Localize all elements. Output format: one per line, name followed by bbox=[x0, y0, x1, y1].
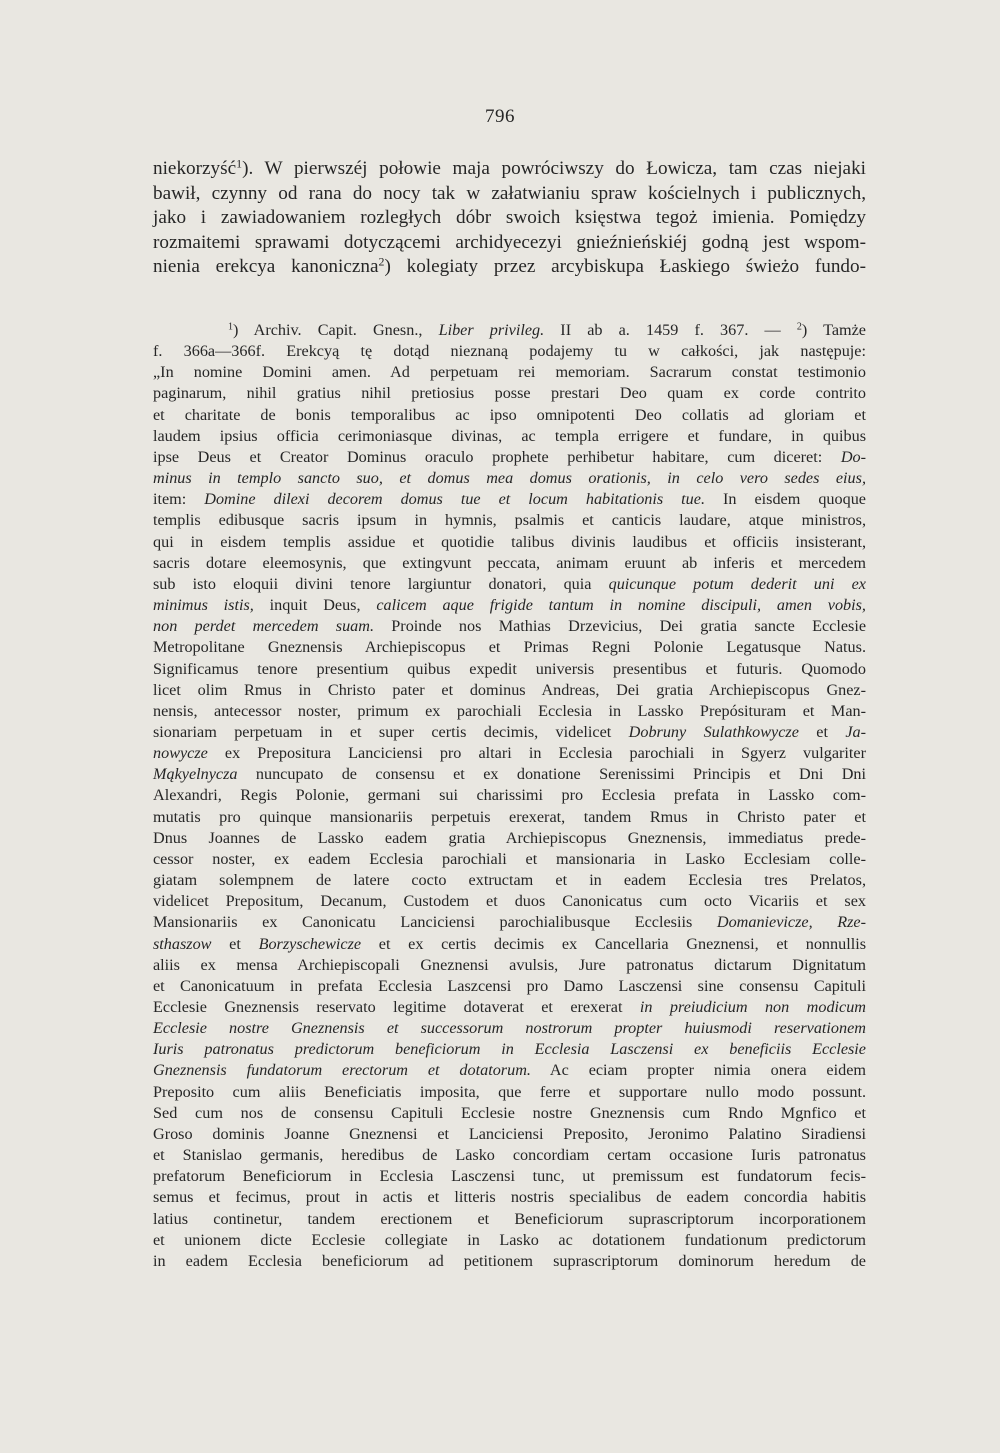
text-run: sub isto eloquii divini tenore largiuntur donatori, quia bbox=[153, 574, 609, 593]
text-run: item: bbox=[153, 490, 205, 509]
footnote-line bbox=[153, 510, 866, 531]
footnote-line bbox=[153, 1230, 866, 1251]
text-run: „In nomine Domini amen. Ad perpetuam rei memoriam. Sacrarum constat testimonio bbox=[153, 363, 866, 382]
footnote-line bbox=[153, 934, 866, 955]
italic-text: Mąkyelnycza bbox=[153, 765, 238, 784]
footnote-line bbox=[153, 1166, 866, 1187]
footnote-line bbox=[153, 489, 866, 510]
text-run: laudem ipsius officia cerimoniasque divinas, ac templa errigere et fundare, in quibus bbox=[153, 426, 866, 445]
footnote-line bbox=[153, 722, 866, 743]
footnote-line bbox=[153, 1251, 866, 1272]
italic-text: minus in templo sancto suo, et domus mea domus orationis, in celo vero sedes eius, bbox=[153, 469, 866, 488]
text-run: ) Tamże bbox=[801, 321, 866, 339]
footnote-line bbox=[153, 595, 866, 616]
text-run: bawił, czynny od rana do nocy tak w załatwianiu spraw kościelnych i publicznych, bbox=[153, 182, 866, 204]
text-run: nuncupato de consensu et ex donatione Serenissimi Principis et Dni Dni bbox=[237, 765, 866, 784]
footnote-line bbox=[153, 362, 866, 383]
text-run: ) Archiv. Capit. Gnesn., bbox=[233, 321, 439, 339]
text-run: sacris dotare eleemosynis, que extingvunt peccata, animam eruunt ab inferis et mercedem bbox=[153, 553, 866, 572]
text-run: nensis, antecessor noster, primum ex parochiali Ecclesia in Lassko Prepósituram et Man- bbox=[153, 701, 866, 720]
footnote-line bbox=[153, 659, 866, 680]
text-run: et Stanislao germanis, heredibus de Lasko concordiam certam occasione Iuris patronatus bbox=[153, 1146, 866, 1165]
text-run: inquit Deus, bbox=[253, 596, 377, 615]
footnote-line bbox=[153, 701, 866, 722]
footnote-line bbox=[153, 1082, 866, 1103]
italic-text: Domanievicze, Rze- bbox=[716, 913, 866, 932]
footnote-line bbox=[153, 405, 866, 426]
footnote-line bbox=[153, 1103, 866, 1124]
text-run: Dnus Joannes de Lassko eadem gratia Archiepiscopus Gneznensis, immediatus prede- bbox=[153, 828, 866, 847]
footnote-marker: 1 bbox=[228, 321, 234, 333]
italic-text: Iuris patronatus predictorum beneficiorum in Ecclesia Lasczensi ex beneficiis Ecclesie bbox=[153, 1040, 866, 1059]
text-line bbox=[153, 157, 866, 182]
italic-text: nowycze bbox=[153, 744, 208, 763]
text-run: Groso dominis Joanne Gneznensi et Lanciciensi Preposito, Jeronimo Palatino Siradiensi bbox=[153, 1124, 866, 1143]
text-run: sionariam perpetuam in et super certis decimis, videlicet bbox=[153, 722, 629, 741]
text-run: et ex certis decimis ex Cancellaria Gneznensi, et nonnullis bbox=[361, 934, 866, 953]
text-run: aliis ex mensa Archiepiscopali Gneznensi avulsis, Jure patronatus dictarum Dignitatum bbox=[153, 955, 866, 974]
footnote-line bbox=[153, 976, 866, 997]
text-run: ex Prepositura Lanciciensi pro altari in Ecclesia parochiali in Sgyerz vulgariter bbox=[207, 744, 866, 763]
text-run: f. 366a—366f. Erekcyą tę dotąd nieznaną podajemy tu w całkości, jak następuje: bbox=[153, 342, 866, 361]
text-run: prefatorum Beneficiorum in Ecclesia Lasczensi tunc, ut premissum est fundatorum fecis- bbox=[153, 1167, 866, 1186]
footnote-line bbox=[153, 1039, 866, 1060]
italic-text: calicem aque frigide tantum in nomine discipuli, amen vobis, bbox=[376, 596, 866, 615]
text-run: in eadem Ecclesia beneficiorum ad petitionem suprascriptorum dominorum heredum de bbox=[153, 1251, 866, 1270]
footnote-line bbox=[153, 616, 866, 637]
text-run: jako i zawiadowaniem rozległych dóbr swoich księstwa tegoż imienia. Pomiędzy bbox=[153, 207, 866, 229]
footnote-line bbox=[153, 1187, 866, 1208]
text-run: licet olim Rmus in Christo pater et dominus Andreas, Dei gratia Archiepiscopus Gnez- bbox=[153, 680, 866, 699]
footnote-line bbox=[153, 637, 866, 658]
footnote-line bbox=[153, 553, 866, 574]
text-run: Ecclesie Gneznensis reservato legitime dotaverat et erexerat bbox=[153, 998, 640, 1016]
text-run: templis edibusque sacris ipsum in hymnis, psalmis et canticis laudare, atque ministros, bbox=[153, 511, 866, 530]
footnote-line bbox=[153, 849, 866, 870]
text-run: rozmaitemi sprawami dotyczącemi archidyecezyi gnieźnieńskiéj godną jest wspom- bbox=[153, 231, 866, 253]
footnote-line bbox=[153, 828, 866, 849]
text-run: cessor noster, ex eadem Ecclesia parochiali et mansionaria in Lasko Ecclesiam colle- bbox=[153, 849, 866, 868]
text-run: semus et fecimus, prout in actis et litteris nostris specialibus de eadem concordia habitis bbox=[153, 1188, 866, 1207]
text-run: Sed cum nos de consensu Capituli Ecclesie nostre Gneznensis cum Rndo Mgnfico et bbox=[153, 1103, 866, 1122]
text-run: latius continetur, tandem erectionem et Beneficiorum suprascriptorum incorporationem bbox=[153, 1209, 866, 1228]
text-run: ) kolegiaty przez arcybiskupa Łaskiego świeżo fundo- bbox=[384, 256, 867, 278]
footnote-line bbox=[153, 341, 866, 362]
italic-text: quicunque potum dederit uni ex bbox=[608, 574, 866, 593]
footnotes bbox=[153, 320, 866, 1272]
text-run: videlicet Prepositum, Decanum, Custodem et duos Canonicatus cum octo Vicariis et sex bbox=[153, 892, 866, 911]
text-run: giatam solempnem de latere cocto extructam et in eadem Ecclesia tres Prelatos, bbox=[153, 871, 866, 890]
footnote-line bbox=[153, 891, 866, 912]
text-run: In eisdem quoque bbox=[705, 490, 866, 509]
italic-text: minimus istis, bbox=[153, 596, 254, 615]
text-run: et Canonicatuum in prefata Ecclesia Laszcensi pro Damo Lasczensi sine consensu Capituli bbox=[153, 976, 866, 995]
text-run: Ac eciam propter nimia onera eidem bbox=[530, 1061, 866, 1080]
text-run: Proinde nos Mathias Drzevicius, Dei gratia sancte Ecclesie bbox=[374, 617, 867, 636]
footnote-line bbox=[153, 320, 866, 341]
footnote-marker: 2 bbox=[378, 254, 385, 269]
footnote-line bbox=[153, 1145, 866, 1166]
italic-text: non perdet mercedem suam. bbox=[153, 617, 375, 636]
text-line bbox=[153, 255, 866, 280]
text-run: paginarum, nihil gratius nihil pretiosius posse prestari Deo quam ex corde contrito bbox=[153, 384, 866, 403]
footnote-line bbox=[153, 764, 866, 785]
italic-text: sthaszow bbox=[153, 934, 212, 953]
footnote-line bbox=[153, 468, 866, 489]
text-run: Mansionariis ex Canonicatu Lanciciensi parochialibusque Ecclesiis bbox=[153, 913, 717, 932]
footnote-line bbox=[153, 426, 866, 447]
italic-text: Ecclesie nostre Gneznensis et successorum nostrorum propter huiusmodi reservationem bbox=[153, 1019, 866, 1038]
footnote-line bbox=[153, 743, 866, 764]
footnote-line bbox=[153, 1018, 866, 1039]
text-line bbox=[153, 231, 866, 256]
italic-text: Gneznensis fundatorum erectorum et dotatorum. bbox=[153, 1061, 531, 1080]
footnote-line bbox=[153, 383, 866, 404]
text-run: et charitate de bonis temporalibus ac ipso omnipotenti Deo collatis ad gloriam et bbox=[153, 405, 866, 424]
footnote-line bbox=[153, 447, 866, 468]
text-run: Metropolitane Gneznensis Archiepiscopus et Primas Regni Polonie Legatusque Natus. bbox=[153, 638, 866, 657]
text-run: II ab a. 1459 f. 367. — bbox=[544, 321, 797, 339]
footnote-line bbox=[153, 912, 866, 933]
text-run: Significamus tenore presentium quibus expedit universis presentibus et futuris. Quomodo bbox=[153, 659, 866, 678]
text-run: et unionem dicte Ecclesie collegiate in Lasko ac dotationem fundationum predictorum bbox=[153, 1230, 866, 1249]
italic-text: in preiudicium non modicum bbox=[639, 998, 866, 1016]
footnote-line bbox=[153, 574, 866, 595]
text-run: mutatis pro quinque mansionariis perpetuis erexerat, tandem Rmus in Christo pater et bbox=[153, 807, 866, 826]
footnote-marker: 2 bbox=[796, 321, 802, 333]
text-run: Alexandri, Regis Polonie, germani sui charissimi pro Ecclesia prefata in Lassko com- bbox=[153, 786, 866, 805]
footnote-line bbox=[153, 532, 866, 553]
text-line bbox=[153, 182, 866, 207]
footnote-line bbox=[153, 680, 866, 701]
italic-text: Ja- bbox=[845, 722, 866, 741]
italic-text: Borzyschewicze bbox=[258, 934, 362, 953]
footnote-line bbox=[153, 1060, 866, 1081]
footnote-line bbox=[153, 807, 866, 828]
text-run: niekorzyść bbox=[153, 158, 237, 179]
text-run: qui in eisdem templis assidue et quotidie talibus divinis laudibus et officiis insisterant, bbox=[153, 532, 866, 551]
italic-text: Liber privileg. bbox=[438, 321, 545, 339]
footnote-line bbox=[153, 997, 866, 1018]
footnote-line bbox=[153, 955, 866, 976]
text-run: ipse Deus et Creator Dominus oraculo prophete perhibetur habitare, cum diceret: bbox=[153, 447, 841, 466]
main-text bbox=[153, 157, 866, 280]
italic-text: Domine dilexi decorem domus tue et locum habitationis tue. bbox=[204, 490, 706, 509]
footnote-line bbox=[153, 1209, 866, 1230]
text-run: ). W pierwszéj połowie maja powróciwszy do Łowicza, tam czas niejaki bbox=[242, 158, 866, 179]
footnote-line bbox=[153, 785, 866, 806]
text-run: et bbox=[798, 722, 846, 741]
footnote-line bbox=[153, 1124, 866, 1145]
text-run: et bbox=[211, 934, 259, 953]
page-number: 796 bbox=[485, 106, 515, 127]
italic-text: Do- bbox=[840, 447, 866, 466]
footnote-marker: 1 bbox=[236, 156, 243, 171]
text-run: nienia erekcya kanoniczna bbox=[153, 256, 379, 278]
text-line bbox=[153, 206, 866, 231]
footnote-line bbox=[153, 870, 866, 891]
italic-text: Dobruny Sulathkowycze bbox=[628, 722, 799, 741]
text-run: Preposito cum aliis Beneficiatis imposita, que ferre et supportare nullo modo possunt. bbox=[153, 1082, 866, 1101]
